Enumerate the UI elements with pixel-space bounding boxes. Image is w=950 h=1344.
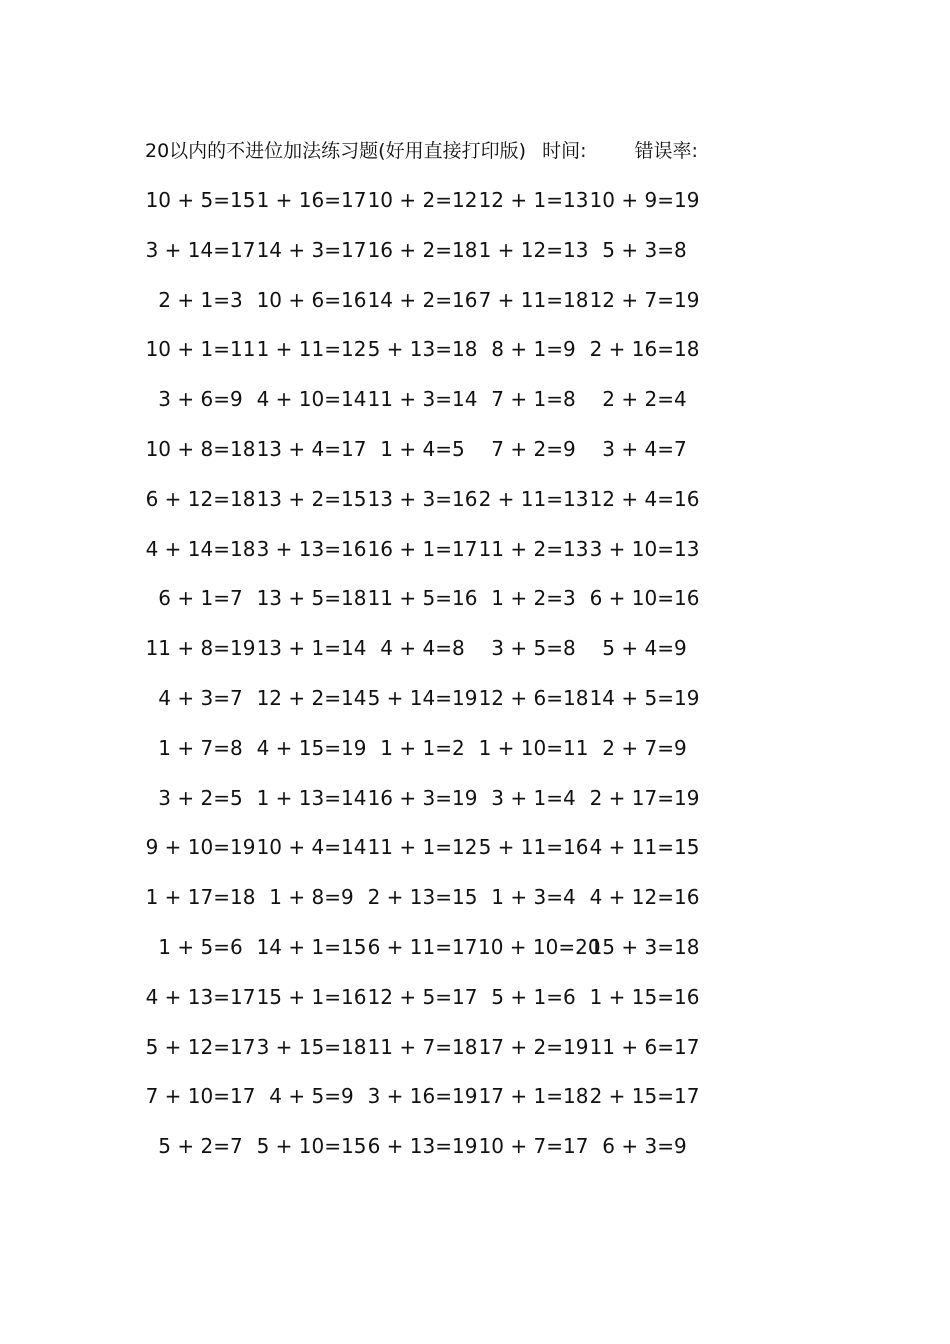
problem-item: 12 + 5=17	[367, 984, 478, 1009]
problem-item: 2 + 17=19	[589, 785, 700, 810]
problem-item: 6 + 1=7	[158, 586, 243, 611]
problem-item: 3 + 15=18	[256, 1034, 367, 1059]
problem-item: 1 + 15=16	[589, 984, 700, 1009]
problem-item: 13 + 1=14	[256, 636, 367, 661]
problem-item: 5 + 12=17	[145, 1034, 256, 1059]
problem-item: 5 + 14=19	[367, 685, 478, 710]
problem-item: 7 + 11=18	[478, 287, 589, 312]
problem-item: 6 + 11=17	[367, 934, 478, 959]
problem-item: 4 + 15=19	[256, 735, 367, 760]
problem-item: 3 + 6=9	[158, 387, 243, 412]
problem-item: 5 + 10=15	[256, 1134, 367, 1159]
problem-item: 1 + 10=11	[478, 735, 589, 760]
problem-row	[145, 833, 765, 883]
problem-item: 1 + 13=14	[256, 785, 367, 810]
problem-item: 4 + 13=17	[145, 984, 256, 1009]
problem-item: 5 + 3=8	[602, 237, 687, 262]
problem-item: 14 + 2=16	[367, 287, 478, 312]
problem-item: 12 + 6=18	[478, 685, 589, 710]
problem-item: 16 + 1=17	[367, 536, 478, 561]
problem-item: 10 + 9=19	[589, 188, 700, 212]
problem-item: 7 + 1=8	[491, 387, 576, 412]
problem-item: 6 + 12=18	[145, 486, 256, 511]
problem-row	[145, 983, 765, 1033]
problem-item: 17 + 2=19	[478, 1034, 589, 1059]
problem-item: 11 + 7=18	[367, 1034, 478, 1059]
problem-item: 17 + 1=18	[478, 1084, 589, 1109]
problem-item: 2 + 2=4	[602, 387, 687, 412]
problem-item: 3 + 13=16	[256, 536, 367, 561]
problem-item: 10 + 6=16	[256, 287, 367, 312]
problem-row	[145, 883, 765, 933]
problem-item: 1 + 17=18	[145, 885, 256, 910]
problem-item: 1 + 12=13	[478, 237, 589, 262]
problem-item: 2 + 15=17	[589, 1084, 700, 1109]
problem-item: 2 + 7=9	[602, 735, 687, 760]
problem-item: 10 + 8=18	[145, 436, 256, 461]
problem-item: 14 + 5=19	[589, 685, 700, 710]
problem-row	[145, 535, 765, 585]
worksheet-title: 20以内的不进位加法练习题(好用直接打印版)	[145, 140, 527, 162]
problem-item: 10 + 1=11	[145, 337, 256, 362]
problem-item: 12 + 4=16	[589, 486, 700, 511]
problem-item: 8 + 1=9	[491, 337, 576, 362]
problem-item: 12 + 7=19	[589, 287, 700, 312]
problem-item: 11 + 3=14	[367, 387, 478, 412]
problem-item: 2 + 1=3	[158, 287, 243, 312]
problem-item: 5 + 1=6	[491, 984, 576, 1009]
problem-row	[145, 435, 765, 485]
problem-item: 11 + 6=17	[589, 1034, 700, 1059]
problem-item: 4 + 4=8	[380, 636, 465, 661]
problem-item: 11 + 2=13	[478, 536, 589, 561]
problem-row	[145, 236, 765, 286]
problem-item: 5 + 4=9	[602, 636, 687, 661]
problem-item: 13 + 2=15	[256, 486, 367, 511]
problem-item: 2 + 16=18	[589, 337, 700, 362]
problem-item: 5 + 13=18	[367, 337, 478, 362]
worksheet-header	[145, 138, 765, 164]
problem-item: 4 + 14=18	[145, 536, 256, 561]
problem-item: 6 + 10=16	[589, 586, 700, 611]
problem-item: 11 + 5=16	[367, 586, 478, 611]
problem-item: 3 + 2=5	[158, 785, 243, 810]
problem-item: 2 + 13=15	[367, 885, 478, 910]
problem-row	[145, 933, 765, 983]
problem-item: 5 + 11=16	[478, 835, 589, 860]
error-rate-label: 错误率:	[634, 140, 698, 162]
problem-row	[145, 485, 765, 535]
problem-item: 1 + 1=2	[380, 735, 465, 760]
problem-item: 4 + 3=7	[158, 685, 243, 710]
problem-item: 3 + 16=19	[367, 1084, 478, 1109]
problem-item: 3 + 14=17	[145, 237, 256, 262]
problem-item: 4 + 11=15	[589, 835, 700, 860]
problem-item: 4 + 12=16	[589, 885, 700, 910]
problem-item: 3 + 4=7	[602, 436, 687, 461]
problem-item: 4 + 10=14	[256, 387, 367, 412]
problem-item: 6 + 3=9	[602, 1134, 687, 1159]
time-label: 时间:	[542, 140, 587, 162]
problem-row	[145, 1132, 765, 1182]
problem-item: 1 + 3=4	[491, 885, 576, 910]
problem-item: 2 + 11=13	[478, 486, 589, 511]
problem-item: 11 + 1=12	[367, 835, 478, 860]
problem-row	[145, 1033, 765, 1083]
problem-row	[145, 634, 765, 684]
problem-item: 13 + 5=18	[256, 586, 367, 611]
problem-row	[145, 584, 765, 634]
problem-row	[145, 335, 765, 385]
problem-item: 4 + 5=9	[269, 1084, 354, 1109]
problem-item: 13 + 3=16	[367, 486, 478, 511]
problem-item: 10 + 5=15	[145, 188, 256, 212]
problem-item: 7 + 10=17	[145, 1084, 256, 1109]
problem-item: 3 + 10=13	[589, 536, 700, 561]
problem-item: 9 + 10=19	[145, 835, 256, 860]
problem-item: 10 + 2=12	[367, 188, 478, 212]
problem-item: 1 + 4=5	[380, 436, 465, 461]
problem-row	[145, 684, 765, 734]
problem-grid	[145, 186, 765, 1182]
problem-item: 15 + 1=16	[256, 984, 367, 1009]
problem-item: 3 + 5=8	[491, 636, 576, 661]
problem-item: 13 + 4=17	[256, 436, 367, 461]
problem-item: 10 + 10=20	[478, 934, 601, 959]
problem-item: 1 + 8=9	[269, 885, 354, 910]
problem-row	[145, 186, 765, 236]
problem-row	[145, 1082, 765, 1132]
problem-item: 3 + 1=4	[491, 785, 576, 810]
problem-item: 1 + 16=17	[256, 188, 367, 212]
problem-item: 14 + 3=17	[256, 237, 367, 262]
problem-item: 12 + 1=13	[478, 188, 589, 212]
problem-item: 1 + 11=12	[256, 337, 367, 362]
problem-item: 12 + 2=14	[256, 685, 367, 710]
problem-item: 10 + 7=17	[478, 1134, 589, 1159]
problem-row	[145, 385, 765, 435]
problem-item: 15 + 3=18	[589, 934, 700, 959]
problem-item: 16 + 3=19	[367, 785, 478, 810]
problem-item: 1 + 5=6	[158, 934, 243, 959]
problem-row	[145, 784, 765, 834]
problem-item: 14 + 1=15	[256, 934, 367, 959]
problem-item: 1 + 2=3	[491, 586, 576, 611]
problem-item: 1 + 7=8	[158, 735, 243, 760]
problem-item: 16 + 2=18	[367, 237, 478, 262]
problem-row	[145, 286, 765, 336]
problem-item: 5 + 2=7	[158, 1134, 243, 1159]
problem-item: 10 + 4=14	[256, 835, 367, 860]
problem-item: 11 + 8=19	[145, 636, 256, 661]
problem-item: 7 + 2=9	[491, 436, 576, 461]
problem-item: 6 + 13=19	[367, 1134, 478, 1159]
problem-row	[145, 734, 765, 784]
